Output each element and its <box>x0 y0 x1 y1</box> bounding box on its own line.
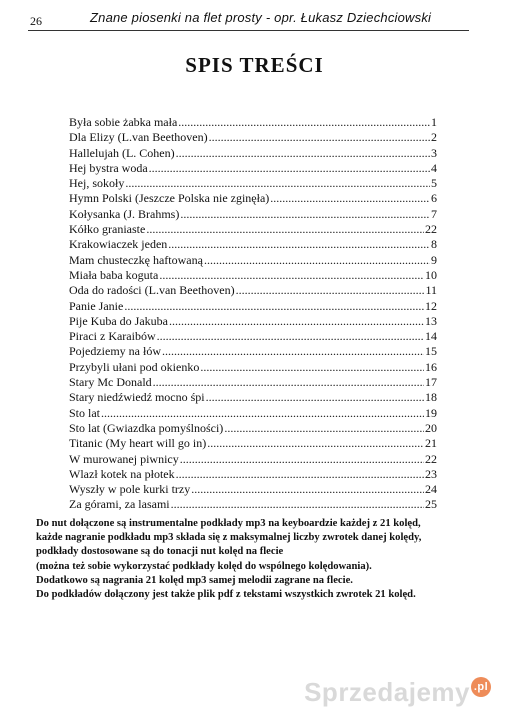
running-header: Znane piosenki na flet prosty - opr. Łukasz Dziechciowski <box>90 10 432 25</box>
toc-entry <box>69 421 437 436</box>
toc-entry <box>69 390 437 405</box>
table-of-contents <box>69 115 437 513</box>
toc-entry-title: Wlazł kotek na płotek <box>69 466 175 481</box>
toc-entry <box>69 130 437 145</box>
toc-dot-leader <box>157 329 424 344</box>
toc-entry-page: 3 <box>431 145 437 160</box>
toc-dot-leader <box>101 406 424 421</box>
toc-entry-title: Kółko graniaste <box>69 222 146 237</box>
toc-entry <box>69 222 437 237</box>
toc-entry-page: 21 <box>425 436 437 451</box>
toc-entry <box>69 237 437 252</box>
toc-dot-leader <box>209 130 430 145</box>
notes-line: Do nut dołączone są instrumentalne podkłady mp3 na keyboardzie każdej z 21 kolęd, <box>36 518 421 529</box>
toc-entry-page: 20 <box>425 420 437 435</box>
toc-entry <box>69 467 437 482</box>
toc-entry-title: Miała baba koguta <box>69 267 159 282</box>
toc-dot-leader <box>124 299 424 314</box>
toc-dot-leader <box>270 191 430 206</box>
toc-entry-page: 22 <box>425 451 437 466</box>
toc-entry <box>69 146 437 161</box>
toc-dot-leader <box>162 344 424 359</box>
toc-dot-leader <box>168 237 430 252</box>
toc-entry-title: Pojedziemy na łów <box>69 344 161 359</box>
notes-line: Dodatkowo są nagrania 21 kolęd mp3 samej melodii zagrane na flecie. <box>36 574 353 586</box>
toc-entry-page: 11 <box>425 283 437 298</box>
toc-entry-title: Titanic (My heart will go in) <box>69 436 207 451</box>
page-title: SPIS TREŚCI <box>185 53 324 77</box>
toc-entry-page: 24 <box>425 482 437 497</box>
toc-entry <box>69 482 437 497</box>
toc-dot-leader <box>176 467 424 482</box>
toc-dot-leader <box>146 222 424 237</box>
toc-dot-leader <box>207 436 424 451</box>
toc-entry <box>69 161 437 176</box>
toc-entry-title: Dla Elizy (L.van Beethoven) <box>69 130 208 145</box>
toc-entry-title: Wyszły w pole kurki trzy <box>69 482 191 497</box>
toc-entry <box>69 360 437 375</box>
toc-entry-page: 17 <box>425 375 437 390</box>
toc-entry <box>69 497 437 512</box>
toc-entry-page: 14 <box>425 329 437 344</box>
toc-entry-title: W murowanej piwnicy <box>69 451 179 466</box>
toc-entry-page: 4 <box>431 160 437 175</box>
toc-dot-leader <box>171 497 424 512</box>
toc-entry-title: Stary Mc Donald <box>69 375 152 390</box>
notes-paragraph <box>36 517 476 602</box>
toc-entry-page: 10 <box>425 267 437 282</box>
toc-entry-title: Hej, sokoły <box>69 176 125 191</box>
watermark-logo <box>304 677 491 708</box>
toc-dot-leader <box>178 115 430 130</box>
toc-entry <box>69 375 437 390</box>
toc-entry <box>69 436 437 451</box>
toc-entry <box>69 344 437 359</box>
toc-entry <box>69 299 437 314</box>
toc-entry-title: Pije Kuba do Jakuba <box>69 313 168 328</box>
toc-entry-page: 2 <box>431 130 437 145</box>
header-divider <box>28 30 469 31</box>
toc-entry-page: 8 <box>431 237 437 252</box>
toc-dot-leader <box>176 146 430 161</box>
toc-dot-leader <box>204 253 430 268</box>
page-number: 26 <box>30 14 42 28</box>
toc-entry-title: Sto lat <box>69 405 101 420</box>
notes-line: (można też sobie wykorzystać podkłady kolęd do wspólnego kolędowania). <box>36 560 372 572</box>
toc-entry-title: Oda do radości (L.van Beethoven) <box>69 283 235 298</box>
toc-dot-leader <box>159 268 424 283</box>
toc-dot-leader <box>236 283 425 298</box>
toc-dot-leader <box>180 452 424 467</box>
toc-entry-title: Stary niedźwiedź mocno śpi <box>69 390 205 405</box>
toc-entry-page: 19 <box>425 405 437 420</box>
watermark-suffix: .pl <box>471 677 491 697</box>
toc-entry-title: Kołysanka (J. Brahms) <box>69 206 180 221</box>
toc-entry <box>69 283 437 298</box>
toc-dot-leader <box>180 207 430 222</box>
toc-entry-page: 15 <box>425 344 437 359</box>
toc-entry <box>69 191 437 206</box>
toc-entry-page: 1 <box>431 115 437 129</box>
toc-entry-title: Mam chusteczkę haftowaną <box>69 252 203 267</box>
toc-dot-leader <box>169 314 424 329</box>
toc-dot-leader <box>224 421 424 436</box>
toc-entry-page: 12 <box>425 298 437 313</box>
notes-line: Do podkładów dołączony jest także plik pdf z tekstami wszystkich zwrotek 21 kolęd. <box>36 589 416 601</box>
toc-entry-page: 5 <box>431 176 437 191</box>
toc-dot-leader <box>125 176 430 191</box>
toc-entry-title: Hej bystra woda <box>69 160 148 175</box>
toc-dot-leader <box>153 375 424 390</box>
toc-entry-page: 6 <box>431 191 437 206</box>
toc-entry-page: 9 <box>431 252 437 267</box>
toc-dot-leader <box>200 360 424 375</box>
toc-entry <box>69 452 437 467</box>
toc-entry-title: Za górami, za lasami <box>69 497 170 512</box>
toc-entry-page: 25 <box>425 497 437 512</box>
toc-entry-title: Hallelujah (L. Cohen) <box>69 145 175 160</box>
toc-entry-page: 7 <box>431 206 437 221</box>
toc-entry-title: Hymn Polski (Jeszcze Polska nie zginęła) <box>69 191 270 206</box>
toc-entry <box>69 329 437 344</box>
toc-entry <box>69 406 437 421</box>
watermark-text: Sprzedajemy <box>304 677 470 707</box>
toc-entry <box>69 176 437 191</box>
toc-entry-title: Była sobie żabka mała <box>69 115 178 129</box>
toc-dot-leader <box>206 390 424 405</box>
toc-entry-title: Przybyli ułani pod okienko <box>69 359 200 374</box>
toc-entry-page: 18 <box>425 390 437 405</box>
toc-entry-title: Sto lat (Gwiazdka pomyślności) <box>69 420 224 435</box>
toc-entry-page: 13 <box>425 313 437 328</box>
notes-line: podkłady dostosowane są do tonacji nut kolęd na flecie <box>36 546 284 558</box>
toc-dot-leader <box>149 161 430 176</box>
toc-entry <box>69 314 437 329</box>
toc-entry <box>69 253 437 268</box>
notes-line: każde nagranie podkładu mp3 składa się z maksymalnej liczby zwrotek danej kolędy, <box>36 532 422 544</box>
toc-entry-title: Panie Janie <box>69 298 124 313</box>
toc-entry-page: 16 <box>425 359 437 374</box>
toc-entry-page: 23 <box>425 466 437 481</box>
toc-entry <box>69 115 437 130</box>
toc-entry-title: Krakowiaczek jeden <box>69 237 168 252</box>
toc-entry <box>69 268 437 283</box>
toc-entry-page: 22 <box>425 222 437 237</box>
toc-entry-title: Piraci z Karaibów <box>69 329 156 344</box>
toc-dot-leader <box>191 482 424 497</box>
toc-entry <box>69 207 437 222</box>
